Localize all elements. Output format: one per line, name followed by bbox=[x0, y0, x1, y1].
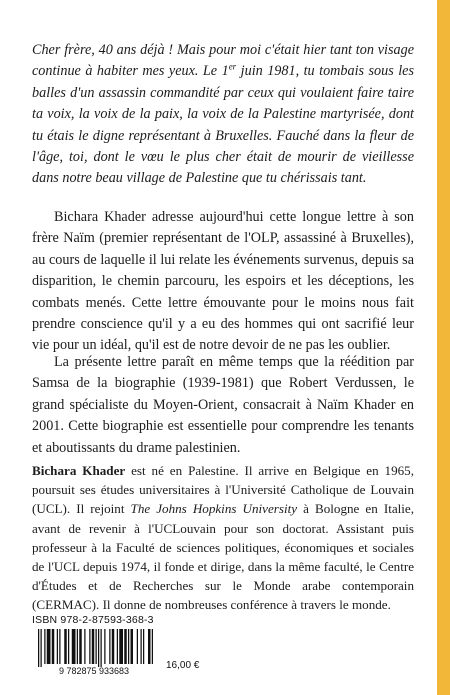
barcode-graphic bbox=[32, 629, 157, 676]
institution-name: The Johns Hopkins University bbox=[130, 501, 298, 517]
barcode-bar bbox=[128, 629, 129, 664]
barcode-bar bbox=[96, 629, 97, 664]
barcode-bar bbox=[98, 629, 99, 667]
barcode-bar bbox=[104, 629, 105, 664]
barcode-bar bbox=[89, 629, 90, 664]
barcode-bar bbox=[57, 629, 58, 664]
barcode-bar bbox=[131, 629, 134, 664]
barcode-bar bbox=[119, 629, 123, 664]
barcode-bar bbox=[72, 629, 76, 664]
bio-text-2: à Bologne en Italie, avant de revenir à l'UCLouvain pour son doctorat. Assistant puis professeur à la Faculté de sciences politiques, économiques et sociales de l'UCL depuis 1974, il fonde et dirige, dans la même faculté, le Centre d'Études et de Recherches sur le Monde arabe contemporain (CERMAC). Il donne de nombreuses conférence à travers le monde. bbox=[32, 501, 415, 613]
barcode-bar bbox=[77, 629, 78, 664]
barcode-bar bbox=[84, 629, 85, 664]
spine-edge bbox=[437, 0, 450, 695]
barcode-bar bbox=[117, 629, 118, 664]
barcode-bar bbox=[52, 629, 55, 664]
epigraph-quote bbox=[32, 40, 414, 190]
barcode-bar bbox=[112, 629, 115, 664]
bio-text-1: est né en Palestine. Il arrive en Belgique en 1965, poursuit ses études universitaires à l'Université Catholique de Louvain (UCL). Il rejoint bbox=[32, 463, 414, 517]
summary-paragraph-2: La présente lettre paraît en même temps que la réédition par Samsa de la biographie (1939-1981) que Robert Verdussen, le grand spécialiste du Moyen-Orient, consacrait à Naïm Khader en 2001. Cette biographie est essentielle pour comprendre les tenants et aboutissants du drame palestinien. bbox=[32, 354, 414, 456]
barcode-bar bbox=[92, 629, 95, 664]
barcode-bar bbox=[143, 629, 144, 664]
quote-superscript: er bbox=[228, 61, 237, 72]
barcode-digits: 9 782875 933683 bbox=[58, 666, 130, 676]
barcode-bar bbox=[38, 629, 39, 667]
barcode-bar bbox=[124, 629, 127, 664]
barcode-bar bbox=[148, 629, 151, 664]
summary-paragraph-1: Bichara Khader adresse aujourd'hui cette longue lettre à son frère Naïm (premier représentant de l'OLP, assassiné à Bruxelles), au cours de laquelle il lui relate les événements survenus, depuis sa disparition, le chemin parcouru, les espoirs et les déceptions, les combats menés. Cette lettre émouvante pour le moins nous fait prendre conscience qu'il y a eu des hommes qui ont sacrifié leur vie pour un idéal, qu'il est de notre devoir de ne pas les oublier. bbox=[32, 209, 414, 354]
isbn-label: ISBN 978-2-87593-368-3 bbox=[32, 614, 154, 626]
barcode-bar bbox=[152, 629, 153, 664]
barcode-bar bbox=[109, 629, 110, 664]
barcode-bar bbox=[137, 629, 138, 664]
quote-text-start: Cher frère, 40 ans déjà ! Mais pour moi c'était hier tant ton visage continue à habiter mes yeux. Le 1 bbox=[32, 42, 414, 80]
author-name: Bichara Khader bbox=[32, 463, 126, 478]
barcode-bar bbox=[79, 629, 82, 664]
barcode-bar bbox=[41, 629, 42, 667]
barcode-bar bbox=[141, 629, 142, 664]
barcode-bar bbox=[68, 629, 69, 664]
author-biography bbox=[32, 461, 414, 615]
barcode-bar bbox=[47, 629, 51, 664]
price-label: 16,00 € bbox=[166, 660, 200, 671]
quote-text-end: juin 1981, tu tombais sous les balles d'un assassin commandité par ceux qui voulaient faire taire ta voix, la voix de la paix, la voix de la Palestine martyrisée, dont tu étais le digne représentant à Bruxelles. Fauché dans la fleur de l'âge, toi, dont le vœu le plus cher était de mourir de vieillesse dans notre beau village de Palestine que tu chérissais tant. bbox=[32, 63, 415, 187]
barcode-bar bbox=[44, 629, 45, 664]
barcode-bar bbox=[59, 629, 60, 664]
barcode-bar bbox=[64, 629, 67, 664]
barcode-bar bbox=[101, 629, 102, 667]
barcode bbox=[32, 629, 157, 676]
